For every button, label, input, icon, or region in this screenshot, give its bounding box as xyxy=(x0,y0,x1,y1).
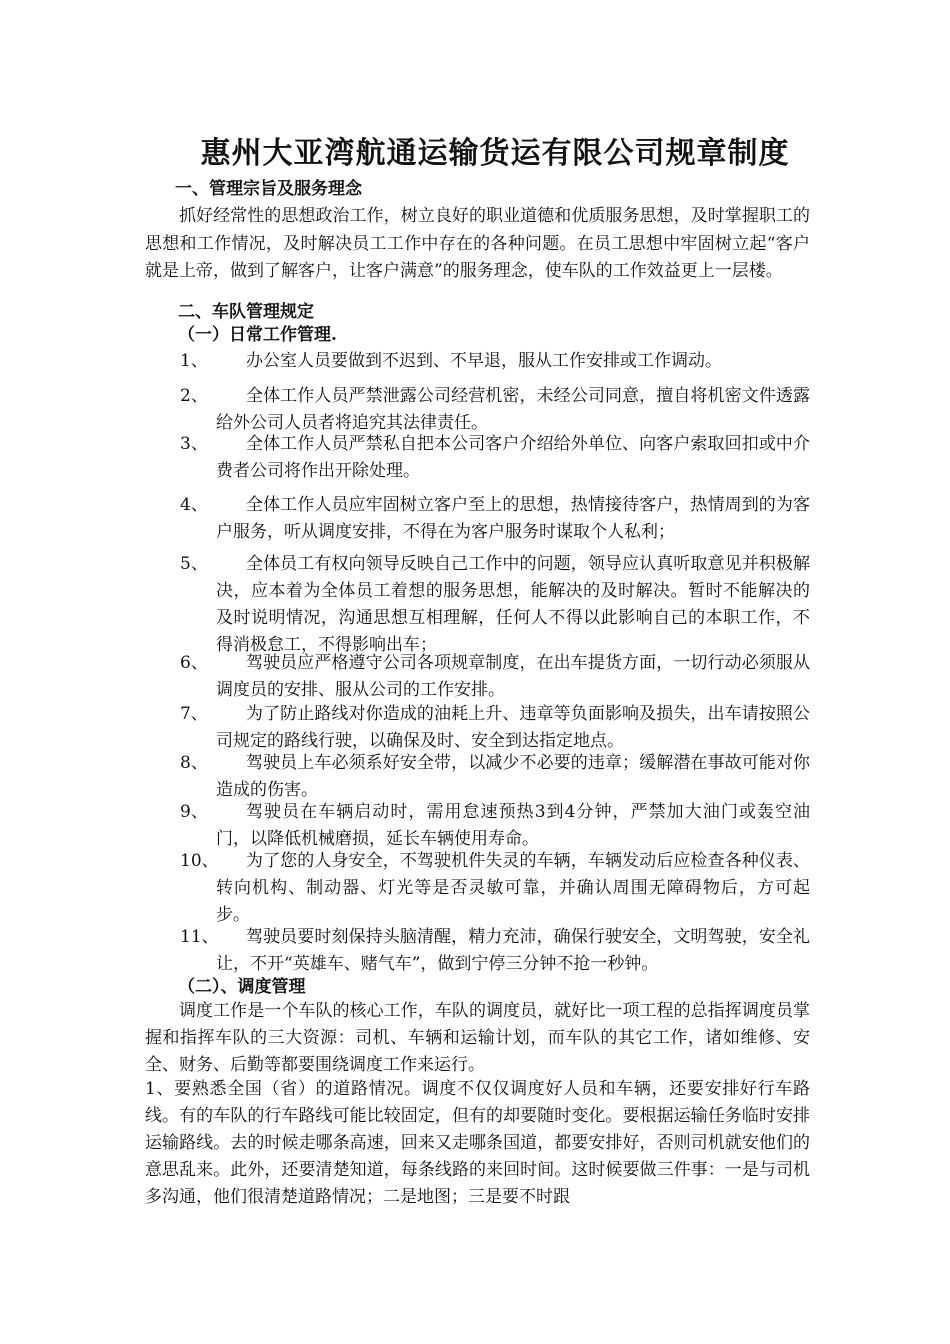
document-title: 惠州大亚湾航通运输货运有限公司规章制度 xyxy=(200,136,790,171)
item-number: 11、 xyxy=(180,927,219,947)
item-text: 全体工作人员应牢固树立客户至上的思想，热情接待客户，热情周到的为客户服务，听从调度安排，不得在为客户服务时谋取个人私利； xyxy=(216,495,810,542)
item-number: 3、 xyxy=(180,434,208,454)
item-text: 驾驶员应严格遵守公司各项规章制度，在出车提货方面，一切行动必须服从调度员的安排、服从公司的工作安排。 xyxy=(216,653,810,700)
item-text: 为了防止路线对你造成的油耗上升、违章等负面影响及损失，出车请按照公司规定的路线行驶，以确保及时、安全到达指定地点。 xyxy=(216,704,810,751)
sub2-point1: 1、要熟悉全国（省）的道路情况。调度不仅仅调度好人员和车辆，还要安排好行车路线。有的车队的行车路线可能比较固定，但有的却要随时变化。要根据运输任务临时安排运输路线。去的时候走哪条高速，回来又走哪条国道，都要安排好，否则司机就安他们的意思乱来。此外，还要清楚知道，每条线路的来回时间。这时候要做三件事：一是与司机多沟通，他们很清楚道路情况；二是地图；三是要不时跟 xyxy=(145,1079,810,1207)
item-number: 5、 xyxy=(180,554,208,574)
item-text: 全体工作人员严禁私自把本公司客户介绍给外单位、向客户索取回扣或中介费者公司将作出开除处理。 xyxy=(216,434,810,481)
item-text: 全体员工有权向领导反映自己工作中的问题，领导应认真听取意见并积极解决，应本着为全体员工着想的服务思想，能解决的及时解决。暂时不能解决的及时说明情况，沟通思想互相理解，任何人不得以此影响自己的本职工作，不得消极怠工，不得影响出车； xyxy=(216,554,810,655)
item-number: 1、 xyxy=(180,351,208,371)
sub1-heading: （一）日常工作管理. xyxy=(178,325,337,345)
item-number: 4、 xyxy=(180,495,208,515)
item-number: 6、 xyxy=(180,653,208,673)
sub2-intro: 调度工作是一个车队的核心工作，车队的调度员，就好比一项工程的总指挥调度员掌握和指挥车队的三大资源：司机、车辆和运输计划，而车队的其它工作，诸如维修、安全、财务、后勤等都要围绕调度工作来运行。 xyxy=(145,1001,810,1075)
item-text: 驾驶员在车辆启动时，需用怠速预热3到4分钟，严禁加大油门或轰空油门，以降低机械磨损，延长车辆使用寿命。 xyxy=(216,802,810,849)
list-item xyxy=(180,799,810,853)
sub2-heading: （二）、调度管理 xyxy=(178,977,306,997)
list-item xyxy=(180,924,810,978)
item-text: 驾驶员要时刻保持头脑清醒，精力充沛，确保行驶安全，文明驾驶，安全礼让，不开“英雄车、赌气车”，做到宁停三分钟不抢一秒钟。 xyxy=(216,927,810,974)
item-text: 为了您的人身安全，不驾驶机件失灵的车辆，车辆发动后应检查各种仪表、转向机构、制动器、灯光等是否灵敏可靠，并确认周围无障碍物后，方可起步。 xyxy=(216,851,810,925)
list-item xyxy=(180,348,810,375)
item-number: 10、 xyxy=(180,851,219,871)
list-item xyxy=(180,431,810,485)
list-item xyxy=(180,492,810,546)
item-number: 9、 xyxy=(180,802,208,822)
section1-body: 抓好经常性的思想政治工作，树立良好的职业道德和优质服务思想，及时掌握职工的思想和工作情况，及时解决员工工作中存在的各种问题。在员工思想中牢固树立起“客户就是上帝，做到了解客户，让客户满意”的服务理念，使车队的工作效益更上一层楼。 xyxy=(145,206,810,281)
list-item xyxy=(180,701,810,755)
list-item xyxy=(180,848,810,929)
section2-heading: 二、车队管理规定 xyxy=(178,302,314,322)
item-number: 8、 xyxy=(180,753,208,773)
item-text: 办公室人员要做到不迟到、不早退，服从工作安排或工作调动。 xyxy=(246,351,722,371)
item-number: 2、 xyxy=(180,386,208,406)
list-item xyxy=(180,650,810,704)
list-item xyxy=(180,551,810,659)
list-item xyxy=(180,750,810,804)
item-text: 全体工作人员严禁泄露公司经营机密，未经公司同意，擅自将机密文件透露给外公司人员者将追究其法律责任。 xyxy=(216,386,810,433)
list-item xyxy=(180,383,810,437)
item-text: 驾驶员上车必须系好安全带，以减少不必要的违章；缓解潜在事故可能对你造成的伤害。 xyxy=(216,753,810,800)
item-number: 7、 xyxy=(180,704,208,724)
section1-heading: 一、管理宗旨及服务理念 xyxy=(175,179,362,199)
